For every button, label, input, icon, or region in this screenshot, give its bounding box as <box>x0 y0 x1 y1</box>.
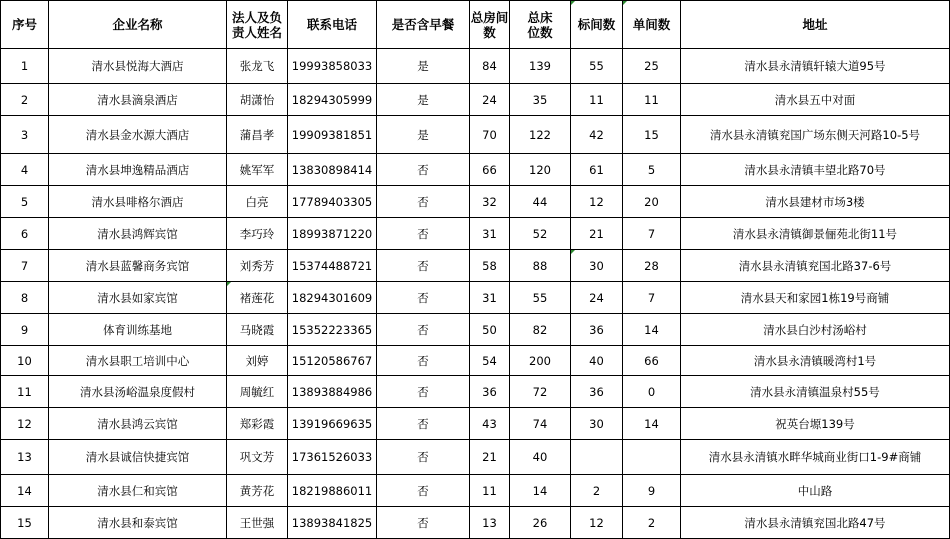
table-row <box>1 408 950 440</box>
cell-single-rooms: 14 <box>623 408 681 440</box>
cell-total-beds: 88 <box>510 250 571 282</box>
cell-total-beds: 72 <box>510 376 571 408</box>
table-row <box>1 116 950 154</box>
cell-phone: 19993858033 <box>288 49 377 84</box>
cell-standard-rooms: 55 <box>571 49 623 84</box>
cell-company-name: 清水县滴泉酒店 <box>49 84 227 116</box>
cell-address: 清水县永清镇兖国北路47号 <box>681 507 950 539</box>
cell-total-rooms: 58 <box>470 250 510 282</box>
cell-total-rooms: 32 <box>470 186 510 218</box>
cell-total-beds: 120 <box>510 154 571 186</box>
cell-total-beds: 26 <box>510 507 571 539</box>
header-breakfast: 是否含早餐 <box>377 1 470 49</box>
cell-breakfast: 是 <box>377 49 470 84</box>
cell-total-rooms: 66 <box>470 154 510 186</box>
cell-standard-rooms: 21 <box>571 218 623 250</box>
cell-total-beds: 52 <box>510 218 571 250</box>
cell-index: 15 <box>1 507 49 539</box>
table-row <box>1 314 950 346</box>
table-row <box>1 186 950 218</box>
header-row <box>1 1 950 49</box>
cell-address: 清水县永清镇丰望北路70号 <box>681 154 950 186</box>
cell-company-name: 清水县蓝馨商务宾馆 <box>49 250 227 282</box>
cell-total-rooms: 11 <box>470 475 510 507</box>
cell-phone: 17361526033 <box>288 440 377 475</box>
cell-index: 3 <box>1 116 49 154</box>
header-total-rooms: 总房间数 <box>470 1 510 49</box>
cell-breakfast: 否 <box>377 440 470 475</box>
cell-phone: 15120586767 <box>288 346 377 376</box>
cell-total-rooms: 70 <box>470 116 510 154</box>
cell-company-name: 清水县鸿云宾馆 <box>49 408 227 440</box>
cell-single-rooms: 0 <box>623 376 681 408</box>
cell-index: 9 <box>1 314 49 346</box>
table-row <box>1 440 950 475</box>
cell-standard-rooms: 36 <box>571 314 623 346</box>
cell-total-beds: 44 <box>510 186 571 218</box>
cell-total-rooms: 36 <box>470 376 510 408</box>
cell-company-name: 体育训练基地 <box>49 314 227 346</box>
cell-company-name: 清水县诚信快捷宾馆 <box>49 440 227 475</box>
cell-total-beds: 74 <box>510 408 571 440</box>
cell-company-name: 清水县啡格尔酒店 <box>49 186 227 218</box>
cell-phone: 15352223365 <box>288 314 377 346</box>
cell-total-rooms: 21 <box>470 440 510 475</box>
cell-phone: 15374488721 <box>288 250 377 282</box>
cell-breakfast: 否 <box>377 218 470 250</box>
cell-address: 清水县永清镇御景俪苑北街11号 <box>681 218 950 250</box>
header-company-name: 企业名称 <box>49 1 227 49</box>
cell-phone: 18219886011 <box>288 475 377 507</box>
cell-phone: 13893841825 <box>288 507 377 539</box>
cell-company-name: 清水县坤逸精品酒店 <box>49 154 227 186</box>
cell-address: 清水县永清镇暖湾村1号 <box>681 346 950 376</box>
cell-single-rooms: 28 <box>623 250 681 282</box>
cell-index: 5 <box>1 186 49 218</box>
cell-total-beds: 82 <box>510 314 571 346</box>
cell-standard-rooms: 11 <box>571 84 623 116</box>
cell-address: 祝英台塬139号 <box>681 408 950 440</box>
cell-single-rooms: 7 <box>623 218 681 250</box>
cell-address: 清水县永清镇温泉村55号 <box>681 376 950 408</box>
cell-address: 清水县永清镇水畔华城商业街口1-9#商铺 <box>681 440 950 475</box>
cell-breakfast: 否 <box>377 346 470 376</box>
cell-index: 7 <box>1 250 49 282</box>
cell-index: 2 <box>1 84 49 116</box>
cell-address: 清水县永清镇兖国北路37-6号 <box>681 250 950 282</box>
cell-total-rooms: 24 <box>470 84 510 116</box>
cell-company-name: 清水县金水源大酒店 <box>49 116 227 154</box>
cell-total-rooms: 31 <box>470 218 510 250</box>
cell-index: 1 <box>1 49 49 84</box>
cell-legal-rep: 姚军军 <box>227 154 288 186</box>
cell-total-beds: 139 <box>510 49 571 84</box>
cell-legal-rep: 褚莲花 <box>227 282 288 314</box>
cell-address: 清水县永清镇轩辕大道95号 <box>681 49 950 84</box>
cell-phone: 18294305999 <box>288 84 377 116</box>
cell-single-rooms: 20 <box>623 186 681 218</box>
cell-total-rooms: 54 <box>470 346 510 376</box>
table-row <box>1 346 950 376</box>
cell-standard-rooms: 2 <box>571 475 623 507</box>
cell-breakfast: 否 <box>377 314 470 346</box>
cell-phone: 13919669635 <box>288 408 377 440</box>
cell-total-beds: 40 <box>510 440 571 475</box>
cell-breakfast: 否 <box>377 282 470 314</box>
header-index: 序号 <box>1 1 49 49</box>
cell-company-name: 清水县仁和宾馆 <box>49 475 227 507</box>
cell-index: 10 <box>1 346 49 376</box>
cell-address: 中山路 <box>681 475 950 507</box>
cell-legal-rep: 马晓霞 <box>227 314 288 346</box>
cell-single-rooms: 15 <box>623 116 681 154</box>
cell-index: 6 <box>1 218 49 250</box>
cell-total-beds: 200 <box>510 346 571 376</box>
cell-address: 清水县天和家园1栋19号商铺 <box>681 282 950 314</box>
cell-legal-rep: 周毓红 <box>227 376 288 408</box>
cell-standard-rooms: 40 <box>571 346 623 376</box>
cell-single-rooms: 11 <box>623 84 681 116</box>
cell-index: 12 <box>1 408 49 440</box>
cell-breakfast: 是 <box>377 116 470 154</box>
cell-single-rooms: 14 <box>623 314 681 346</box>
cell-breakfast: 否 <box>377 186 470 218</box>
cell-legal-rep: 巩文芳 <box>227 440 288 475</box>
cell-index: 13 <box>1 440 49 475</box>
cell-total-rooms: 50 <box>470 314 510 346</box>
cell-single-rooms: 5 <box>623 154 681 186</box>
cell-standard-rooms: 42 <box>571 116 623 154</box>
table-row <box>1 250 950 282</box>
table-row <box>1 84 950 116</box>
cell-total-rooms: 31 <box>470 282 510 314</box>
header-total-beds: 总床位数 <box>510 1 571 49</box>
cell-address: 清水县建材市场3楼 <box>681 186 950 218</box>
cell-index: 14 <box>1 475 49 507</box>
table-row <box>1 49 950 84</box>
cell-company-name: 清水县职工培训中心 <box>49 346 227 376</box>
cell-phone: 13830898414 <box>288 154 377 186</box>
cell-phone: 18294301609 <box>288 282 377 314</box>
table-row <box>1 218 950 250</box>
table-row <box>1 282 950 314</box>
table-row <box>1 376 950 408</box>
cell-legal-rep: 刘秀芳 <box>227 250 288 282</box>
cell-legal-rep: 黄芳花 <box>227 475 288 507</box>
header-phone: 联系电话 <box>288 1 377 49</box>
cell-total-beds: 14 <box>510 475 571 507</box>
header-legal-rep: 法人及负责人姓名 <box>227 1 288 49</box>
cell-legal-rep: 白亮 <box>227 186 288 218</box>
cell-index: 8 <box>1 282 49 314</box>
cell-index: 11 <box>1 376 49 408</box>
header-single-rooms: 单间数 <box>623 1 681 49</box>
cell-breakfast: 是 <box>377 84 470 116</box>
cell-company-name: 清水县汤峪温泉度假村 <box>49 376 227 408</box>
cell-total-rooms: 13 <box>470 507 510 539</box>
cell-total-beds: 122 <box>510 116 571 154</box>
cell-breakfast: 否 <box>377 408 470 440</box>
cell-company-name: 清水县和泰宾馆 <box>49 507 227 539</box>
table-row <box>1 475 950 507</box>
cell-phone: 18993871220 <box>288 218 377 250</box>
cell-company-name: 清水县悦海大酒店 <box>49 49 227 84</box>
cell-standard-rooms: 30 <box>571 408 623 440</box>
cell-legal-rep: 刘婷 <box>227 346 288 376</box>
cell-phone: 17789403305 <box>288 186 377 218</box>
cell-total-rooms: 43 <box>470 408 510 440</box>
cell-legal-rep: 胡潇怡 <box>227 84 288 116</box>
cell-legal-rep: 郑彩霞 <box>227 408 288 440</box>
cell-single-rooms: 2 <box>623 507 681 539</box>
cell-legal-rep: 蒲昌孝 <box>227 116 288 154</box>
cell-breakfast: 否 <box>377 250 470 282</box>
cell-breakfast: 否 <box>377 507 470 539</box>
cell-single-rooms: 66 <box>623 346 681 376</box>
header-standard-rooms: 标间数 <box>571 1 623 49</box>
cell-index: 4 <box>1 154 49 186</box>
cell-total-beds: 55 <box>510 282 571 314</box>
cell-company-name: 清水县如家宾馆 <box>49 282 227 314</box>
cell-standard-rooms: 24 <box>571 282 623 314</box>
cell-single-rooms <box>623 440 681 475</box>
cell-address: 清水县永清镇兖国广场东侧天河路10-5号 <box>681 116 950 154</box>
cell-phone: 19909381851 <box>288 116 377 154</box>
cell-address: 清水县五中对面 <box>681 84 950 116</box>
cell-legal-rep: 李巧玲 <box>227 218 288 250</box>
cell-address: 清水县白沙村汤峪村 <box>681 314 950 346</box>
cell-breakfast: 否 <box>377 154 470 186</box>
cell-total-rooms: 84 <box>470 49 510 84</box>
table-row <box>1 154 950 186</box>
cell-total-beds: 35 <box>510 84 571 116</box>
cell-phone: 13893884986 <box>288 376 377 408</box>
cell-single-rooms: 9 <box>623 475 681 507</box>
cell-company-name: 清水县鸿辉宾馆 <box>49 218 227 250</box>
cell-breakfast: 否 <box>377 376 470 408</box>
cell-standard-rooms: 61 <box>571 154 623 186</box>
cell-breakfast: 否 <box>377 475 470 507</box>
cell-standard-rooms: 36 <box>571 376 623 408</box>
cell-legal-rep: 王世强 <box>227 507 288 539</box>
cell-standard-rooms: 30 <box>571 250 623 282</box>
cell-standard-rooms <box>571 440 623 475</box>
header-address: 地址 <box>681 1 950 49</box>
cell-legal-rep: 张龙飞 <box>227 49 288 84</box>
table-row <box>1 507 950 539</box>
cell-single-rooms: 25 <box>623 49 681 84</box>
cell-single-rooms: 7 <box>623 282 681 314</box>
cell-standard-rooms: 12 <box>571 507 623 539</box>
cell-standard-rooms: 12 <box>571 186 623 218</box>
